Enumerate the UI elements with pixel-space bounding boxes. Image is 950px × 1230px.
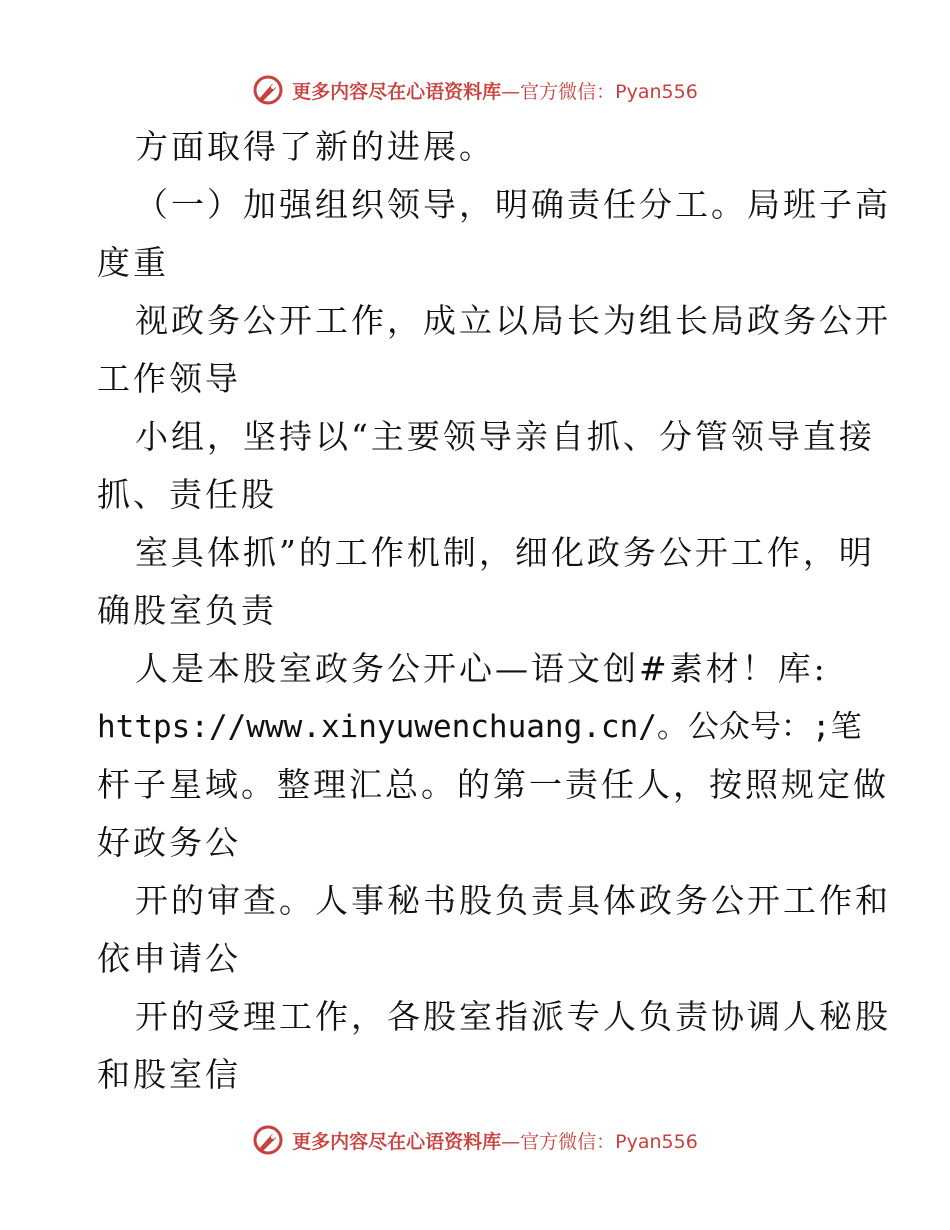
banner-wechat-text: 官方微信：Pyan556 <box>520 80 698 103</box>
body-line: 依申请公 <box>97 939 241 978</box>
body-line: 杆子星域。整理汇总。的第一责任人，按照规定做 <box>97 765 889 804</box>
document-body <box>97 118 891 1104</box>
body-line: 工作领导 <box>97 359 241 398</box>
body-line: 开的审查。人事秘书股负责具体政务公开工作和 <box>135 881 891 920</box>
body-line: 确股室负责 <box>97 591 277 630</box>
banner-main-text: 更多内容尽在心语资料库 <box>292 80 502 103</box>
body-line: （一）加强组织领导，明确责任分工。局班子高 <box>135 185 891 224</box>
banner-main-text: 更多内容尽在心语资料库 <box>292 1130 502 1153</box>
header-banner <box>0 70 950 110</box>
body-line: 视政务公开工作，成立以局长为组长局政务公开 <box>135 301 891 340</box>
body-line: 度重 <box>97 243 169 282</box>
body-line: 好政务公 <box>97 823 241 862</box>
banner-separator: — <box>501 1130 521 1153</box>
footer-banner <box>0 1120 950 1160</box>
body-line-url: https://www.xinyuwenchuang.cn/。公众号：;笔 <box>97 709 862 745</box>
body-line: 小组，坚持以“主要领导亲自抓、分管领导直接 <box>135 417 875 456</box>
pen-logo-icon <box>252 74 284 106</box>
body-line: 方面取得了新的进展。 <box>135 127 495 166</box>
body-line: 室具体抓”的工作机制，细化政务公开工作，明 <box>135 533 875 572</box>
banner-separator: — <box>501 80 521 103</box>
body-line: 人是本股室政务公开心—语文创#素材！库: <box>135 649 828 688</box>
body-line: 和股室信 <box>97 1055 241 1094</box>
body-line: 抓、责任股 <box>97 475 277 514</box>
pen-logo-icon <box>252 1124 284 1156</box>
body-line: 开的受理工作，各股室指派专人负责协调人秘股 <box>135 997 891 1036</box>
banner-wechat-text: 官方微信：Pyan556 <box>520 1130 698 1153</box>
